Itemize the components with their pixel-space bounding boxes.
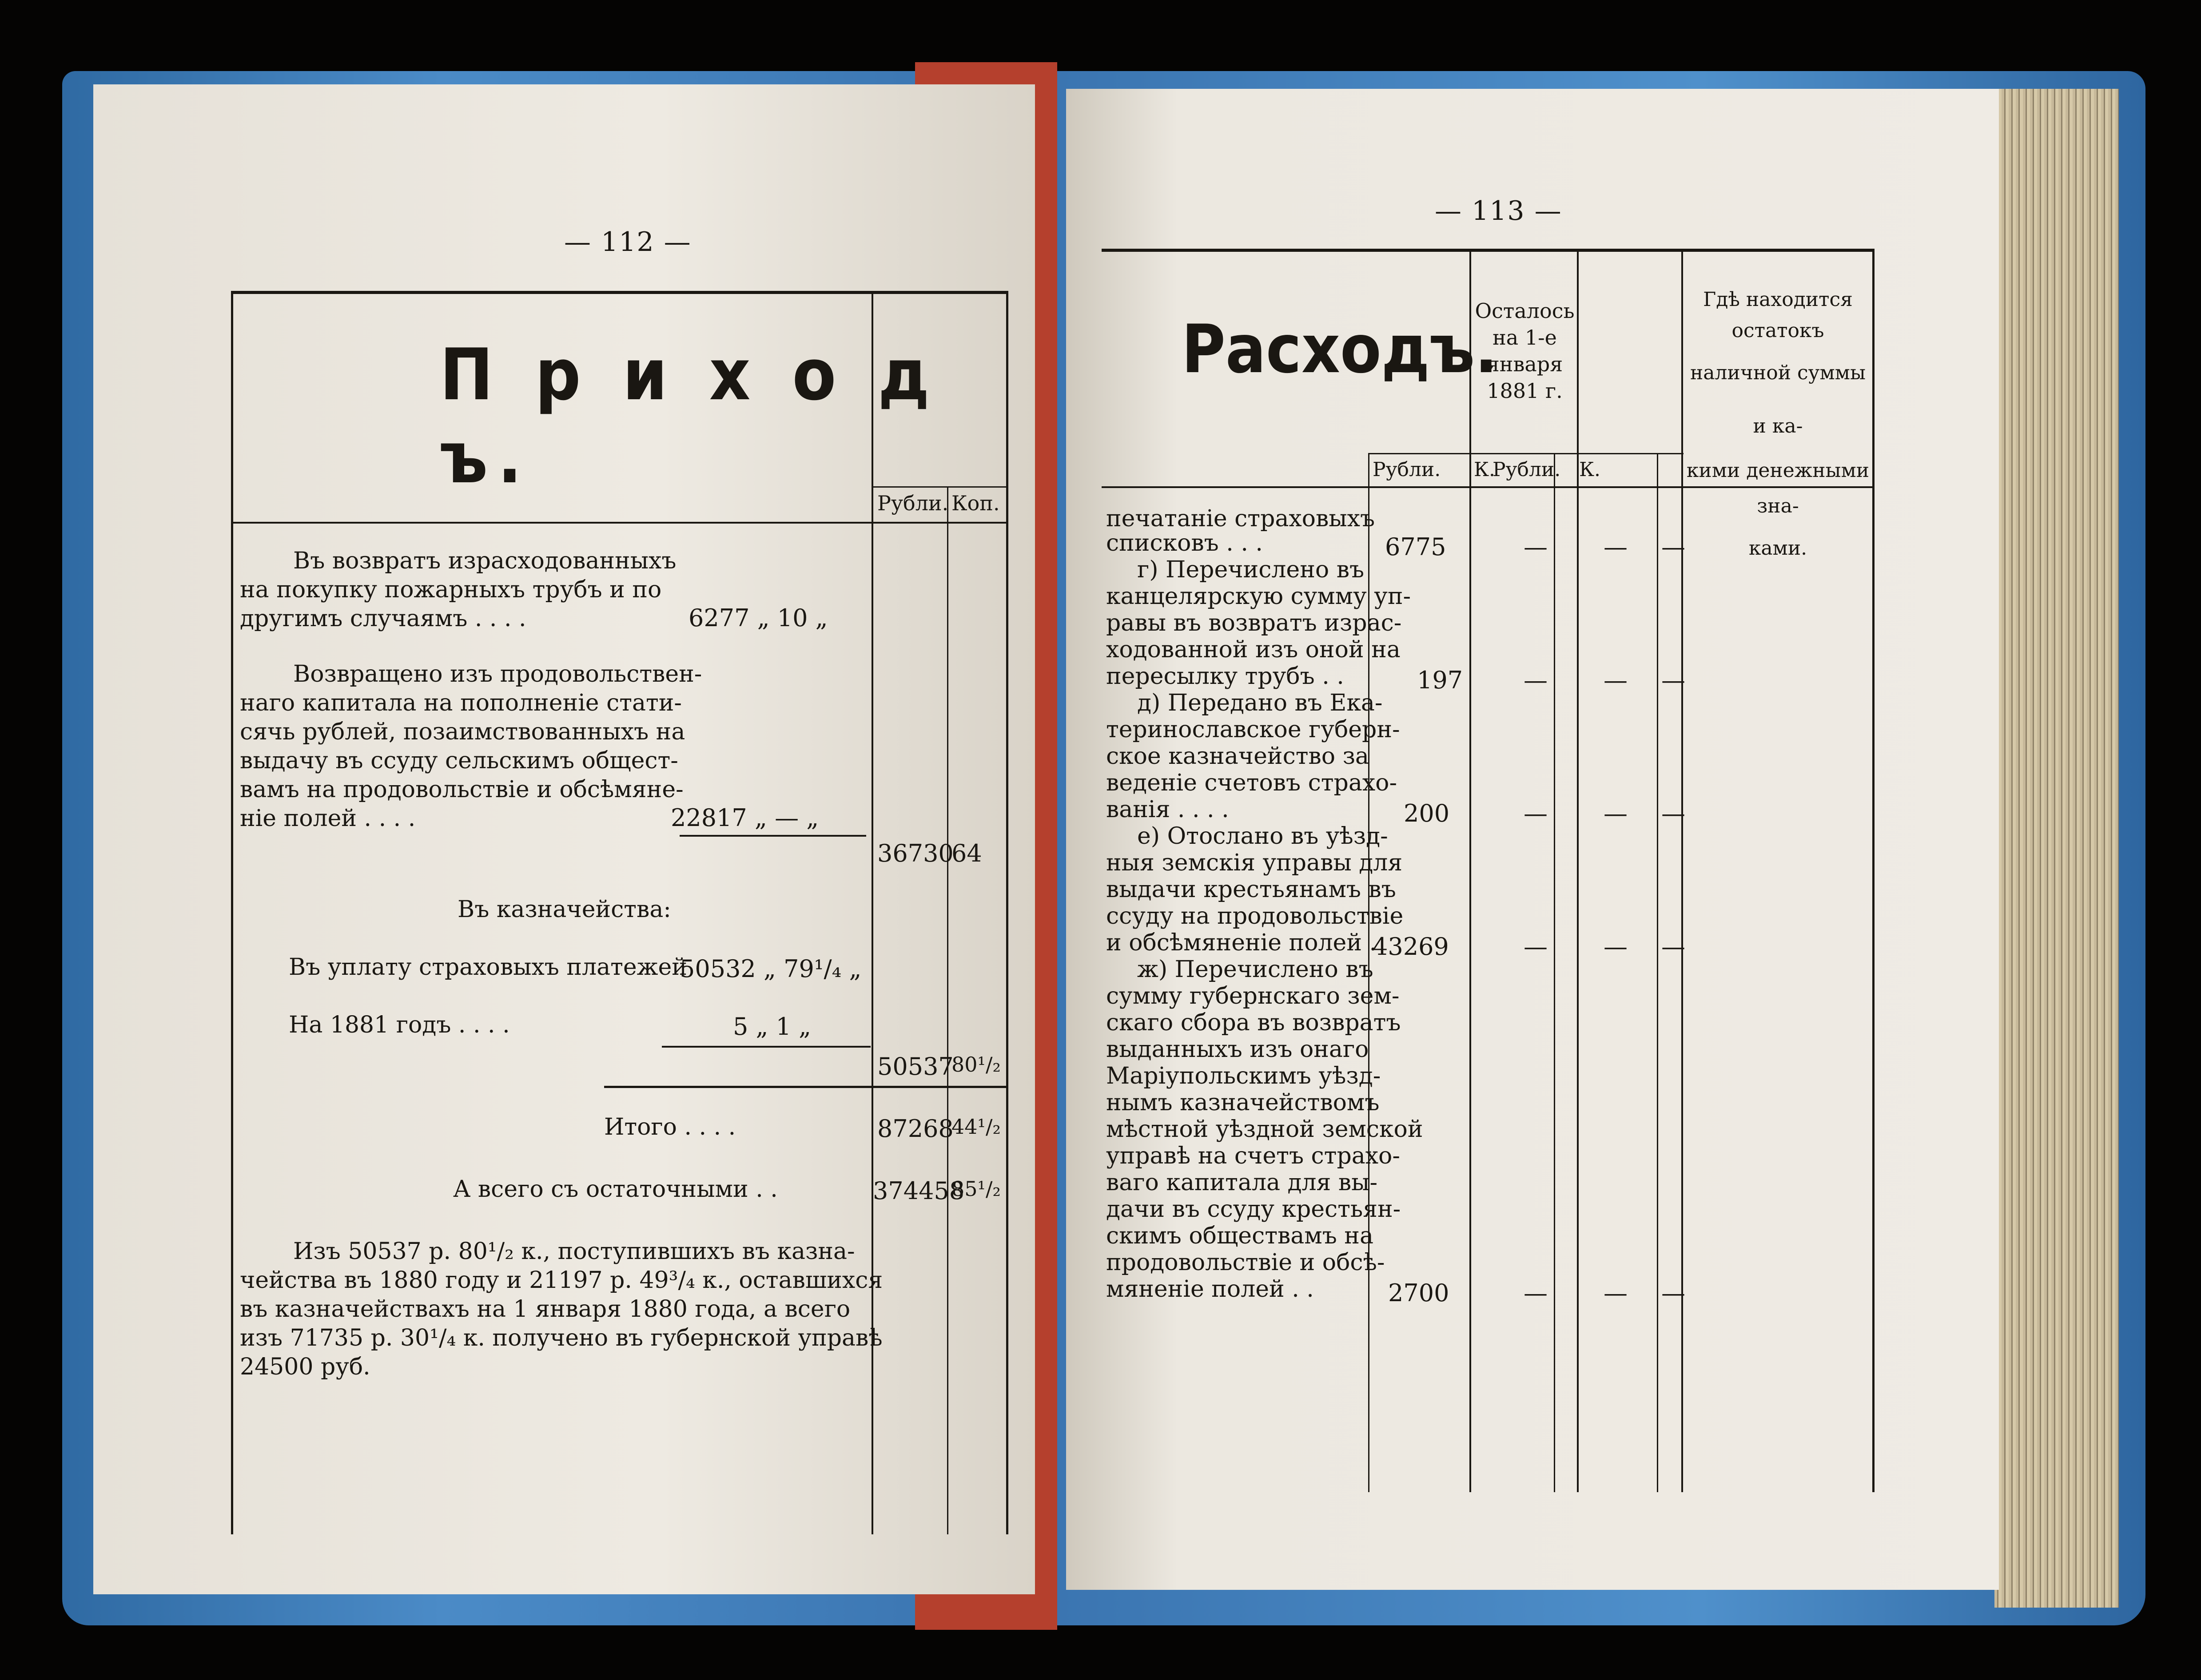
dash-mark: —	[1604, 533, 1628, 561]
subheader-rule-top	[872, 486, 1007, 488]
page-edges	[1994, 89, 2119, 1608]
entry-line: на покупку пожарныхъ трубъ и по	[240, 576, 662, 603]
page-number: — 112 —	[564, 226, 692, 258]
subheader-rule-top	[1368, 453, 1684, 454]
subtotal-rule	[680, 835, 866, 837]
year-1881-label: На 1881 годъ . . . .	[289, 1012, 510, 1038]
dash-mark: —	[1661, 666, 1685, 694]
entry-line: наго капитала на пополненіе стати-	[240, 690, 682, 716]
col-header-location: Гдѣ находится остатокъ наличной суммы и ка- кими денежными зна- ками.	[1686, 288, 1870, 560]
grand-total-kopeks: 85¹/₂	[951, 1177, 1001, 1201]
entry-line: сячь рублей, позаимствованныхъ на	[240, 719, 685, 745]
header-bottom-rule	[231, 522, 1008, 524]
itogo-rule	[604, 1086, 1006, 1088]
entry-line: вамъ на продовольствіе и обсѣмяне-	[240, 776, 684, 803]
year-1881-amount: 5 „ 1 „	[733, 1013, 812, 1041]
entry-line: канцелярскую сумму уп-	[1106, 583, 1411, 610]
insurance-payments-amount: 50532 „ 79¹/₄ „	[680, 955, 862, 983]
entry-line: веденіе счетовъ страхо-	[1106, 770, 1397, 796]
amount-district-boards: 43269	[1373, 933, 1449, 961]
dash-mark: —	[1604, 799, 1628, 827]
table-top-rule	[1102, 249, 1875, 252]
subtotal2-rule	[662, 1046, 871, 1048]
entry-line: е) Отослано въ уѣзд-	[1137, 823, 1388, 850]
col-header-remaining: Осталось на 1-е января 1881 г.	[1475, 299, 1575, 403]
entry-line: списковъ . . .	[1106, 530, 1263, 556]
sub-col-kopeks: К.	[1579, 458, 1601, 481]
sub-col-rubles: Рубли.	[1373, 458, 1441, 481]
table-right-border	[1872, 249, 1875, 1492]
header-bottom-rule	[1102, 486, 1875, 488]
dash-mark: —	[1661, 533, 1685, 561]
table-top-rule	[231, 291, 1008, 294]
page-number: — 113 —	[1435, 195, 1562, 226]
note-line: чейства въ 1880 году и 21197 р. 49³/₄ к., оставшихся	[240, 1267, 883, 1294]
col-divider	[1577, 249, 1579, 1492]
note-line: Изъ 50537 р. 80¹/₂ к., поступившихъ въ казна-	[293, 1238, 855, 1265]
note-line: въ казначействахъ на 1 января 1880 года, а всего	[240, 1296, 851, 1323]
entry-line: ныя земскія управы для	[1106, 850, 1403, 876]
left-page	[93, 84, 1035, 1594]
col-divider	[1657, 453, 1658, 1492]
dash-mark: —	[1524, 933, 1548, 961]
entry-line: выданныхъ изъ онаго	[1106, 1036, 1369, 1063]
note-line: 24500 руб.	[240, 1354, 370, 1380]
itogo-rubles: 87268	[877, 1115, 954, 1143]
entry-line: управѣ на счетъ страхо-	[1106, 1143, 1400, 1169]
amount-food-capital: 22817 „ — „	[671, 804, 819, 832]
entry-line: печатаніе страховыхъ	[1106, 505, 1375, 532]
entry-line: скимъ обществамъ на	[1106, 1223, 1373, 1249]
subtotal2-kopeks: 80¹/₂	[951, 1052, 1001, 1076]
entry-line: г) Перечислено въ	[1137, 556, 1365, 583]
table-left-border	[231, 291, 233, 1534]
entry-line: ское казначейство за	[1106, 743, 1369, 770]
insurance-payments-label: Въ уплату страховыхъ платежей	[289, 954, 687, 981]
dash-mark: —	[1661, 933, 1685, 961]
entry-line: скаго сбора въ возвратъ	[1106, 1009, 1401, 1036]
amount-mariupol-loan: 2700	[1388, 1279, 1449, 1307]
dash-mark: —	[1524, 799, 1548, 827]
dash-mark: —	[1604, 666, 1628, 694]
entry-line: Возвращено изъ продовольствен-	[293, 661, 702, 687]
col-divider-main	[1469, 249, 1471, 1492]
dash-mark: —	[1661, 799, 1685, 827]
dash-mark: —	[1604, 933, 1628, 961]
amount-purchase-refund: 6277 „ 10 „	[689, 604, 828, 632]
entry-line: равы въ возвратъ израс-	[1106, 610, 1402, 636]
entry-line: выдачи крестьянамъ въ	[1106, 876, 1396, 903]
col-header-rubles: Рубли.	[877, 491, 949, 515]
entry-line: мяненіе полей . .	[1106, 1276, 1314, 1303]
entry-line: дачи въ ссуду крестьян-	[1106, 1196, 1401, 1223]
entry-line: и обсѣмяненіе полей .	[1106, 929, 1377, 956]
subtotal1-rubles: 36730	[877, 839, 954, 867]
right-page	[1066, 89, 1999, 1590]
sub-col-kopeks: К.	[1474, 458, 1496, 481]
entry-line: теринославское губерн-	[1106, 716, 1400, 743]
entry-line: ніе полей . . . .	[240, 805, 416, 832]
entry-line: Въ возвратъ израсходованныхъ	[293, 548, 677, 574]
entry-line: ж) Перечислено въ	[1137, 956, 1373, 983]
dash-mark: —	[1524, 1279, 1548, 1307]
subtotal1-kopeks: 64	[951, 839, 982, 867]
sub-col-rubles: Рубли.	[1493, 458, 1561, 481]
entry-line: мѣстной уѣздной земской	[1106, 1116, 1423, 1143]
amount-treasury-accounts: 200	[1404, 799, 1450, 827]
entry-line: пересылку трубъ . .	[1106, 663, 1344, 690]
entry-line: ссуду на продовольствіе	[1106, 903, 1404, 929]
entry-line: ванія . . . .	[1106, 796, 1229, 823]
entry-line: д) Передано въ Ека-	[1137, 690, 1383, 716]
grand-total-rubles: 374458	[873, 1177, 965, 1205]
entry-line: сумму губернскаго зем-	[1106, 983, 1400, 1009]
dash-mark: —	[1604, 1279, 1628, 1307]
entry-line: нымъ казначействомъ	[1106, 1089, 1380, 1116]
entry-line: Маріупольскимъ уѣзд-	[1106, 1063, 1381, 1089]
itogo-kopeks: 44¹/₂	[951, 1115, 1001, 1139]
subtotal2-rubles: 50537	[877, 1052, 954, 1080]
dash-mark: —	[1661, 1279, 1685, 1307]
col-divider-kop	[947, 486, 948, 1534]
treasury-label: Въ казначейства:	[458, 896, 671, 923]
col-header-kopeks: Коп.	[951, 491, 1000, 515]
itogo-label: Итого . . . .	[604, 1114, 736, 1140]
note-line: изъ 71735 р. 30¹/₄ к. получено въ губернской управѣ	[240, 1325, 883, 1351]
dash-mark: —	[1524, 666, 1548, 694]
page-title: П р и х о д ъ.	[440, 333, 939, 499]
amount-printing-lists: 6775	[1385, 533, 1446, 561]
entry-line: продовольствіе и обсѣ-	[1106, 1249, 1385, 1276]
entry-line: ходованной изъ оной на	[1106, 636, 1401, 663]
entry-line: выдачу въ ссуду сельскимъ общест-	[240, 747, 678, 774]
col-divider	[1554, 453, 1555, 1492]
entry-line: ваго капитала для вы-	[1106, 1169, 1378, 1196]
grand-total-label: А всего съ остаточными . .	[453, 1176, 778, 1203]
page-title: Расходъ.	[1182, 311, 1498, 388]
amount-pipe-shipping: 197	[1417, 666, 1463, 694]
entry-line: другимъ случаямъ . . . .	[240, 605, 526, 632]
dash-mark: —	[1524, 533, 1548, 561]
